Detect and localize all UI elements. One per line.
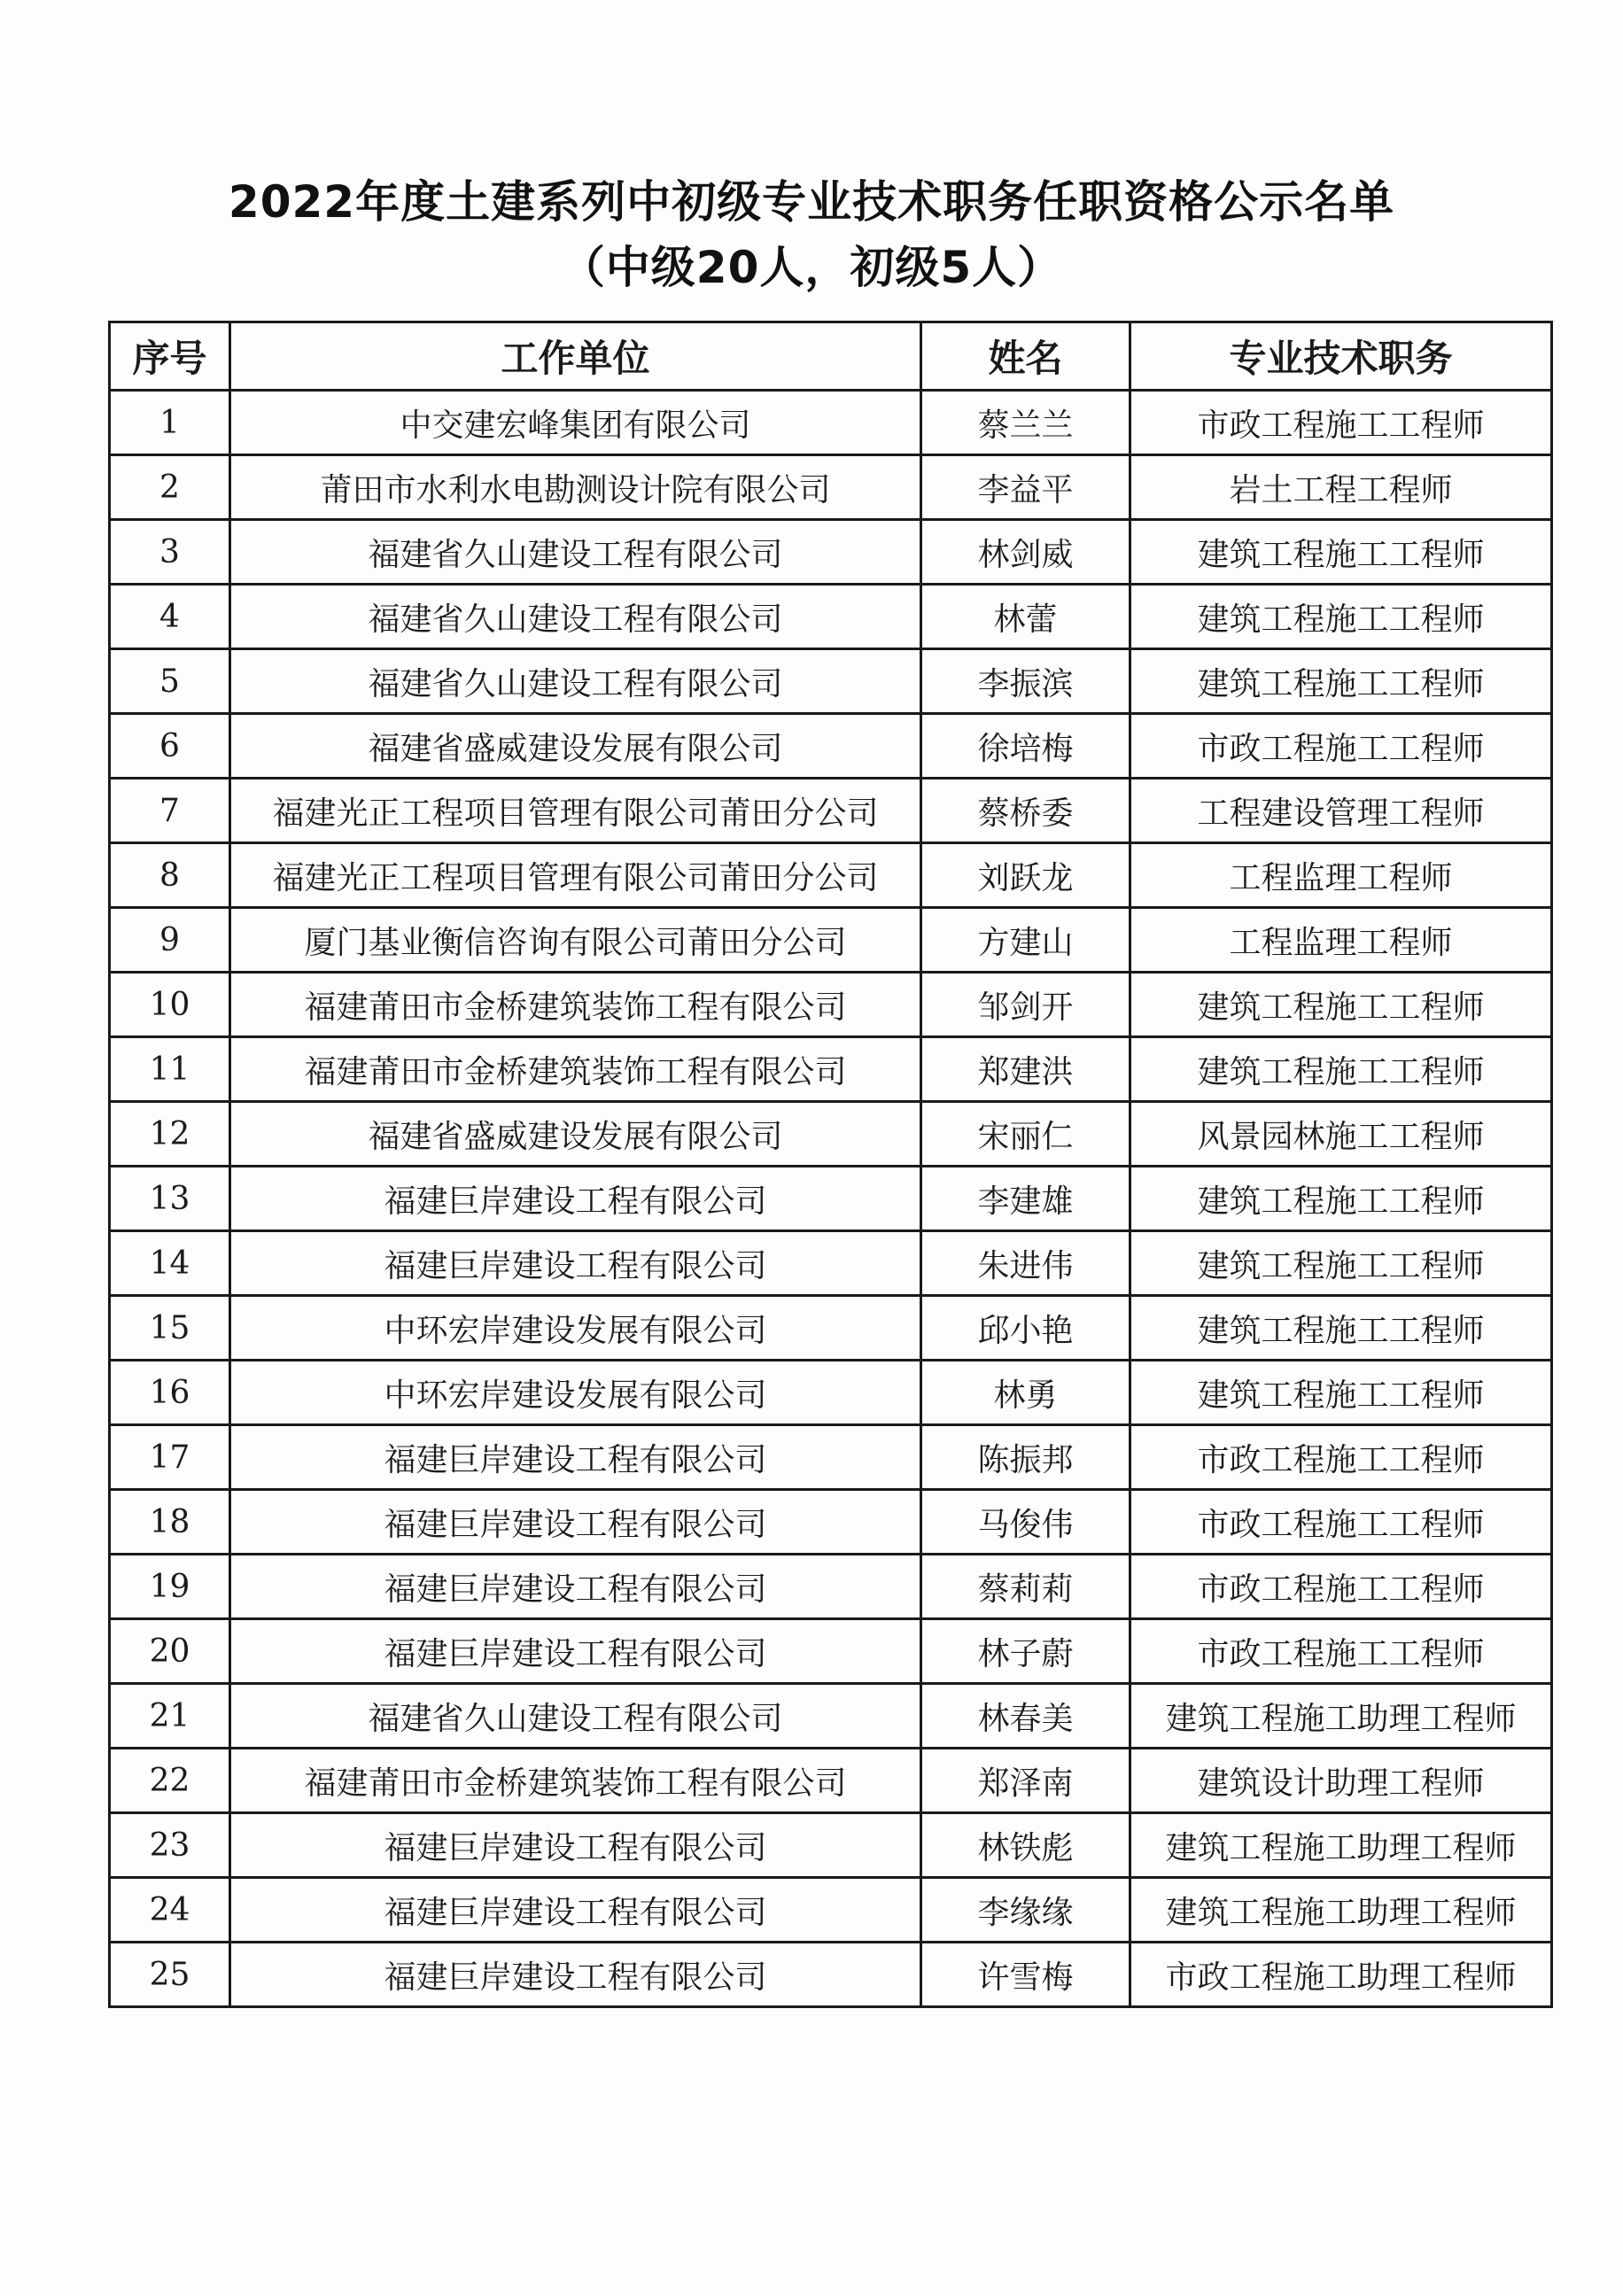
cell-no: 10 bbox=[110, 973, 230, 1037]
cell-unit: 福建省久山建设工程有限公司 bbox=[230, 585, 921, 649]
cell-unit: 莆田市水利水电勘测设计院有限公司 bbox=[230, 455, 921, 520]
cell-job: 市政工程施工工程师 bbox=[1130, 1555, 1552, 1619]
cell-no: 5 bbox=[110, 649, 230, 714]
cell-name: 马俊伟 bbox=[921, 1490, 1130, 1555]
table-row bbox=[110, 391, 1552, 455]
table-row bbox=[110, 779, 1552, 843]
cell-unit: 中交建宏峰集团有限公司 bbox=[230, 391, 921, 455]
cell-unit: 福建巨岸建设工程有限公司 bbox=[230, 1813, 921, 1878]
cell-name: 方建山 bbox=[921, 908, 1130, 973]
table-row bbox=[110, 585, 1552, 649]
cell-no: 19 bbox=[110, 1555, 230, 1619]
cell-unit: 福建巨岸建设工程有限公司 bbox=[230, 1878, 921, 1943]
cell-name: 陈振邦 bbox=[921, 1425, 1130, 1490]
cell-name: 李缘缘 bbox=[921, 1878, 1130, 1943]
cell-job: 建筑工程施工助理工程师 bbox=[1130, 1684, 1552, 1749]
cell-no: 15 bbox=[110, 1296, 230, 1361]
table-row bbox=[110, 973, 1552, 1037]
table-row bbox=[110, 843, 1552, 908]
cell-unit: 福建省久山建设工程有限公司 bbox=[230, 1684, 921, 1749]
cell-no: 18 bbox=[110, 1490, 230, 1555]
cell-no: 3 bbox=[110, 520, 230, 585]
table-row bbox=[110, 908, 1552, 973]
cell-no: 17 bbox=[110, 1425, 230, 1490]
cell-name: 李益平 bbox=[921, 455, 1130, 520]
cell-job: 市政工程施工助理工程师 bbox=[1130, 1943, 1552, 2007]
cell-job: 工程监理工程师 bbox=[1130, 843, 1552, 908]
cell-unit: 福建莆田市金桥建筑装饰工程有限公司 bbox=[230, 973, 921, 1037]
cell-name: 蔡兰兰 bbox=[921, 391, 1130, 455]
table-row bbox=[110, 1555, 1552, 1619]
cell-job: 建筑工程施工工程师 bbox=[1130, 1361, 1552, 1425]
cell-no: 1 bbox=[110, 391, 230, 455]
cell-job: 岩土工程工程师 bbox=[1130, 455, 1552, 520]
cell-unit: 福建光正工程项目管理有限公司莆田分公司 bbox=[230, 779, 921, 843]
cell-unit: 福建巨岸建设工程有限公司 bbox=[230, 1555, 921, 1619]
table-row bbox=[110, 1813, 1552, 1878]
cell-no: 20 bbox=[110, 1619, 230, 1684]
table-row bbox=[110, 520, 1552, 585]
cell-unit: 福建巨岸建设工程有限公司 bbox=[230, 1231, 921, 1296]
cell-unit: 福建莆田市金桥建筑装饰工程有限公司 bbox=[230, 1037, 921, 1102]
cell-name: 林铁彪 bbox=[921, 1813, 1130, 1878]
cell-unit: 中环宏岸建设发展有限公司 bbox=[230, 1361, 921, 1425]
table-header-row bbox=[110, 322, 1552, 391]
header-name: 姓名 bbox=[921, 322, 1130, 391]
cell-no: 16 bbox=[110, 1361, 230, 1425]
cell-name: 许雪梅 bbox=[921, 1943, 1130, 2007]
cell-job: 市政工程施工工程师 bbox=[1130, 391, 1552, 455]
cell-job: 建筑工程施工工程师 bbox=[1130, 649, 1552, 714]
cell-job: 市政工程施工工程师 bbox=[1130, 714, 1552, 779]
cell-unit: 福建省久山建设工程有限公司 bbox=[230, 649, 921, 714]
cell-job: 建筑工程施工工程师 bbox=[1130, 520, 1552, 585]
table-row bbox=[110, 1037, 1552, 1102]
cell-unit: 福建巨岸建设工程有限公司 bbox=[230, 1425, 921, 1490]
table-row bbox=[110, 455, 1552, 520]
cell-job: 建筑工程施工助理工程师 bbox=[1130, 1813, 1552, 1878]
table-row bbox=[110, 1490, 1552, 1555]
cell-name: 郑泽南 bbox=[921, 1749, 1130, 1813]
cell-no: 14 bbox=[110, 1231, 230, 1296]
cell-name: 林春美 bbox=[921, 1684, 1130, 1749]
table-row bbox=[110, 1943, 1552, 2007]
table-row bbox=[110, 1878, 1552, 1943]
cell-no: 7 bbox=[110, 779, 230, 843]
table-row bbox=[110, 714, 1552, 779]
table-row bbox=[110, 649, 1552, 714]
cell-job: 工程建设管理工程师 bbox=[1130, 779, 1552, 843]
cell-no: 4 bbox=[110, 585, 230, 649]
cell-name: 林蕾 bbox=[921, 585, 1130, 649]
table-row bbox=[110, 1167, 1552, 1231]
cell-job: 建筑设计助理工程师 bbox=[1130, 1749, 1552, 1813]
cell-name: 刘跃龙 bbox=[921, 843, 1130, 908]
cell-job: 建筑工程施工助理工程师 bbox=[1130, 1878, 1552, 1943]
cell-unit: 福建莆田市金桥建筑装饰工程有限公司 bbox=[230, 1749, 921, 1813]
cell-name: 徐培梅 bbox=[921, 714, 1130, 779]
cell-no: 2 bbox=[110, 455, 230, 520]
cell-unit: 福建巨岸建设工程有限公司 bbox=[230, 1943, 921, 2007]
cell-no: 24 bbox=[110, 1878, 230, 1943]
cell-no: 22 bbox=[110, 1749, 230, 1813]
cell-job: 市政工程施工工程师 bbox=[1130, 1425, 1552, 1490]
cell-unit: 福建省盛威建设发展有限公司 bbox=[230, 714, 921, 779]
cell-unit: 中环宏岸建设发展有限公司 bbox=[230, 1296, 921, 1361]
cell-job: 市政工程施工工程师 bbox=[1130, 1490, 1552, 1555]
cell-no: 23 bbox=[110, 1813, 230, 1878]
cell-job: 工程监理工程师 bbox=[1130, 908, 1552, 973]
cell-job: 市政工程施工工程师 bbox=[1130, 1619, 1552, 1684]
cell-name: 李振滨 bbox=[921, 649, 1130, 714]
cell-name: 郑建洪 bbox=[921, 1037, 1130, 1102]
cell-name: 蔡桥委 bbox=[921, 779, 1130, 843]
table-row bbox=[110, 1296, 1552, 1361]
cell-name: 宋丽仁 bbox=[921, 1102, 1130, 1167]
cell-unit: 福建巨岸建设工程有限公司 bbox=[230, 1619, 921, 1684]
header-unit: 工作单位 bbox=[230, 322, 921, 391]
cell-name: 林勇 bbox=[921, 1361, 1130, 1425]
cell-job: 建筑工程施工工程师 bbox=[1130, 585, 1552, 649]
cell-job: 建筑工程施工工程师 bbox=[1130, 1037, 1552, 1102]
cell-no: 9 bbox=[110, 908, 230, 973]
cell-no: 21 bbox=[110, 1684, 230, 1749]
cell-no: 8 bbox=[110, 843, 230, 908]
cell-job: 风景园林施工工程师 bbox=[1130, 1102, 1552, 1167]
cell-unit: 福建省久山建设工程有限公司 bbox=[230, 520, 921, 585]
table-row bbox=[110, 1749, 1552, 1813]
cell-name: 蔡莉莉 bbox=[921, 1555, 1130, 1619]
cell-no: 6 bbox=[110, 714, 230, 779]
cell-job: 建筑工程施工工程师 bbox=[1130, 1296, 1552, 1361]
cell-unit: 福建巨岸建设工程有限公司 bbox=[230, 1490, 921, 1555]
table-row bbox=[110, 1425, 1552, 1490]
cell-name: 邱小艳 bbox=[921, 1296, 1130, 1361]
cell-job: 建筑工程施工工程师 bbox=[1130, 1231, 1552, 1296]
cell-unit: 福建省盛威建设发展有限公司 bbox=[230, 1102, 921, 1167]
cell-name: 邹剑开 bbox=[921, 973, 1130, 1037]
cell-no: 13 bbox=[110, 1167, 230, 1231]
page-subtitle: （中级20人，初级5人） bbox=[560, 242, 1063, 293]
header-no: 序号 bbox=[110, 322, 230, 391]
cell-no: 11 bbox=[110, 1037, 230, 1102]
cell-no: 12 bbox=[110, 1102, 230, 1167]
table-row bbox=[110, 1684, 1552, 1749]
table-row bbox=[110, 1619, 1552, 1684]
cell-name: 李建雄 bbox=[921, 1167, 1130, 1231]
cell-no: 25 bbox=[110, 1943, 230, 2007]
page-title: 2022年度土建系列中初级专业技术职务任职资格公示名单 bbox=[228, 176, 1395, 228]
table-row bbox=[110, 1361, 1552, 1425]
cell-unit: 厦门基业衡信咨询有限公司莆田分公司 bbox=[230, 908, 921, 973]
table-row bbox=[110, 1102, 1552, 1167]
cell-name: 林剑威 bbox=[921, 520, 1130, 585]
cell-name: 朱进伟 bbox=[921, 1231, 1130, 1296]
cell-job: 建筑工程施工工程师 bbox=[1130, 973, 1552, 1037]
roster-table bbox=[108, 321, 1553, 2008]
header-job: 专业技术职务 bbox=[1130, 322, 1552, 391]
cell-job: 建筑工程施工工程师 bbox=[1130, 1167, 1552, 1231]
cell-unit: 福建光正工程项目管理有限公司莆田分公司 bbox=[230, 843, 921, 908]
cell-unit: 福建巨岸建设工程有限公司 bbox=[230, 1167, 921, 1231]
cell-name: 林子蔚 bbox=[921, 1619, 1130, 1684]
table-row bbox=[110, 1231, 1552, 1296]
